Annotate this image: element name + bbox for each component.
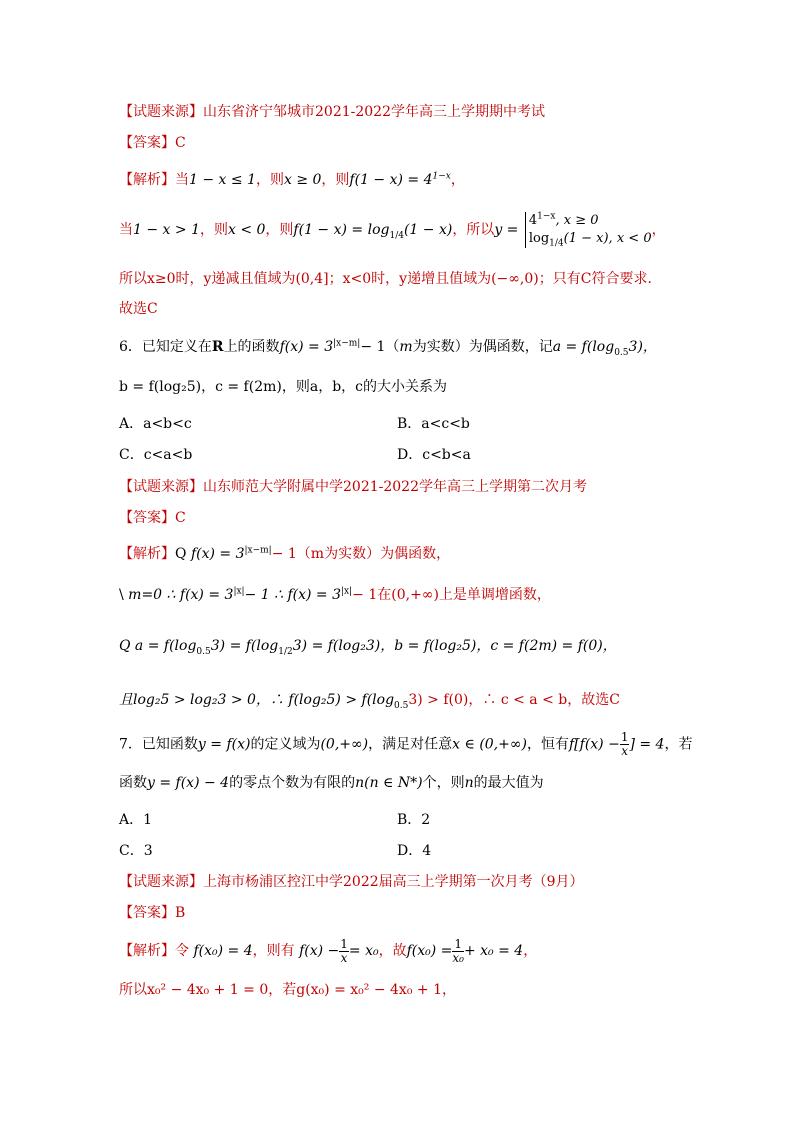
- analysis-label: 【解析】: [119, 943, 175, 959]
- question-7-stem-1: [119, 731, 692, 758]
- text: 的定义域为: [250, 736, 321, 753]
- analysis-line-5-2: [119, 210, 666, 250]
- piece-expr: log: [528, 231, 550, 246]
- math-sub: 1/2: [278, 646, 293, 657]
- piece-sup: 1−x: [537, 211, 556, 222]
- math: R: [211, 339, 224, 355]
- text: 7．已知函数: [119, 736, 198, 753]
- text: ，: [450, 172, 465, 188]
- text: 3) > f(0)，∴ c < a < b，故选C: [408, 692, 620, 708]
- math: y =: [494, 222, 519, 238]
- analysis-label: 【解析】: [119, 546, 175, 562]
- analysis-line-6-1: [119, 544, 450, 564]
- option-c: C．c<a<b: [119, 447, 193, 463]
- text: ，恒有: [527, 736, 569, 753]
- text: 当: [175, 172, 189, 188]
- source-text: 上海市杨浦区控江中学2022届高三上学期第一次月考（9月）: [203, 874, 584, 890]
- denominator: x: [340, 950, 348, 965]
- analysis-line-5-3: 所以x≥0时，y递减且值域为(0,4]；x<0时，y递增且值域为(−∞,0)；只有C符合要求．: [119, 271, 662, 287]
- piece-cond: (1 − x), x < 0: [563, 231, 652, 246]
- answer-label: 【答案】: [119, 135, 175, 151]
- question-7-stem-2: [119, 773, 544, 793]
- source-text: 山东省济宁邹城市2021-2022学年高三上学期期中考试: [203, 104, 545, 120]
- math-sup: |x−m|: [333, 338, 361, 349]
- piece-cond: , x ≥ 0: [555, 213, 599, 228]
- math: − 1 ∴ f(x) = 3: [244, 587, 342, 603]
- math: ] = 4: [629, 736, 665, 753]
- answer-label: 【答案】: [119, 510, 175, 526]
- text: 当: [119, 222, 133, 238]
- math-sup: |x−m|: [244, 545, 272, 556]
- text: \: [119, 587, 124, 603]
- math: x ∈ (0,+∞): [452, 736, 527, 753]
- math: 3) = f(log: [210, 638, 279, 654]
- math: f[f(x) −: [569, 736, 620, 753]
- option-b: B．a<c<b: [397, 416, 470, 432]
- text: 函数: [119, 775, 147, 791]
- text: ，: [523, 943, 538, 959]
- math-sub: 0.5: [394, 700, 409, 711]
- text: ，故: [378, 943, 407, 959]
- math: Q a = f(log: [119, 638, 197, 654]
- answer-line-7: [119, 903, 185, 923]
- math-sub: 0.5: [614, 347, 629, 358]
- text: 为实数）为偶函数，记: [412, 339, 553, 355]
- text: − 1（: [360, 339, 400, 355]
- text: 6．已知定义在: [119, 339, 212, 355]
- math: n: [464, 775, 474, 791]
- answer-value: B: [175, 905, 186, 921]
- text: ，: [651, 222, 666, 238]
- math: f(x₀) =: [406, 943, 453, 959]
- math: x ≥ 0: [283, 172, 322, 188]
- math-sup: |x|: [341, 586, 353, 597]
- math-sub: 0.5: [196, 646, 211, 657]
- math: = x₀: [348, 943, 379, 959]
- question-6-stem-1: [119, 337, 657, 357]
- text: ，则: [255, 172, 284, 188]
- math: (1 − x): [403, 222, 453, 238]
- text: ，则: [199, 222, 228, 238]
- math: n(n ∈ N*): [355, 775, 423, 791]
- source-line-6: [119, 477, 587, 497]
- answer-value: C: [175, 135, 186, 151]
- analysis-line-5-1: [119, 170, 465, 190]
- numerator: 1: [620, 730, 629, 744]
- math: 3)，: [628, 339, 657, 355]
- option-c: C．3: [119, 843, 153, 859]
- math: 1 − x > 1: [133, 222, 200, 238]
- math: f(1 − x) = 4: [349, 172, 433, 188]
- answer-line-6: [119, 508, 186, 528]
- question-6-stem-2: b = f(log₂5)，c = f(2m)，则a，b，c的大小关系为: [119, 379, 447, 395]
- math-sup: 1−x: [432, 171, 451, 182]
- text: 令: [175, 943, 189, 959]
- math: f(x) = 3: [279, 339, 334, 355]
- analysis-label: 【解析】: [119, 172, 175, 188]
- text: ，则: [265, 222, 294, 238]
- math: y = f(x) − 4: [147, 775, 230, 791]
- math: + x₀ = 4: [463, 943, 524, 959]
- analysis-line-7-1: [119, 936, 537, 966]
- piece-expr: 4: [528, 213, 538, 228]
- text: 的零点个数为有限的: [229, 775, 356, 791]
- text: Q: [175, 546, 187, 562]
- analysis-line-6-2: [119, 585, 551, 605]
- math: f(x) = 3: [190, 546, 245, 562]
- piecewise-brace: [525, 212, 652, 248]
- answer-line-5: [119, 133, 186, 153]
- math: m: [399, 339, 413, 355]
- denominator: x: [621, 744, 629, 758]
- option-d: D．4: [397, 843, 432, 859]
- text: 个，则: [422, 775, 465, 791]
- math: f(x) −: [299, 943, 340, 959]
- numerator: 1: [340, 936, 348, 951]
- numerator: 1: [454, 936, 462, 951]
- text: ，则: [321, 172, 350, 188]
- math: 1 − x ≤ 1: [189, 172, 256, 188]
- analysis-line-5-4: 故选C: [119, 301, 158, 317]
- math: (0,+∞): [320, 736, 369, 753]
- source-line-5: [119, 102, 545, 122]
- piece-sub: 1/4: [549, 238, 564, 249]
- source-label: 【试题来源】: [119, 104, 203, 120]
- text: ，满足对任意: [368, 736, 453, 753]
- answer-label: 【答案】: [119, 905, 175, 921]
- math: 3) = f(log₂3)，b = f(log₂5)，c = f(2m) = f(0)，: [292, 638, 617, 654]
- text: ，则有: [252, 943, 295, 959]
- text: − 1在(0,+∞)上是单调增函数，: [352, 587, 551, 603]
- option-a: A．a<b<c: [119, 416, 192, 432]
- option-a: A．1: [119, 812, 153, 828]
- math: f(x₀) = 4: [193, 943, 253, 959]
- text: ，所以: [452, 222, 495, 238]
- text: 的最大值为: [473, 775, 544, 791]
- math: 且log₂5 > log₂3 > 0，∴ f(log₂5) > f(log: [119, 692, 395, 708]
- fraction: [452, 938, 464, 965]
- source-label: 【试题来源】: [119, 479, 203, 495]
- answer-value: C: [175, 510, 186, 526]
- denominator: x₀: [452, 950, 464, 965]
- math: y = f(x): [197, 736, 251, 753]
- source-label: 【试题来源】: [119, 874, 203, 890]
- math: x < 0: [227, 222, 266, 238]
- option-d: D．c<b<a: [397, 447, 471, 463]
- option-b: B．2: [397, 812, 431, 828]
- fraction: [339, 938, 349, 965]
- text: ，若: [664, 736, 693, 753]
- math-sub: 1/4: [389, 230, 404, 241]
- analysis-line-6-4: [119, 690, 620, 710]
- source-text: 山东师范大学附属中学2021-2022学年高三上学期第二次月考: [203, 479, 587, 495]
- source-line-7: [119, 872, 584, 892]
- math: f(1 − x) = log: [293, 222, 390, 238]
- math: m=0 ∴ f(x) = 3: [128, 587, 234, 603]
- math: a = f(log: [552, 339, 615, 355]
- math-sup: |x|: [233, 586, 245, 597]
- text: − 1（m为实数）为偶函数，: [271, 546, 451, 562]
- analysis-line-7-2: 所以x₀² − 4x₀ + 1 = 0，若g(x₀) = x₀² − 4x₀ + 1，: [119, 982, 456, 998]
- text: 上的函数: [223, 339, 280, 355]
- analysis-line-6-3: [119, 636, 617, 656]
